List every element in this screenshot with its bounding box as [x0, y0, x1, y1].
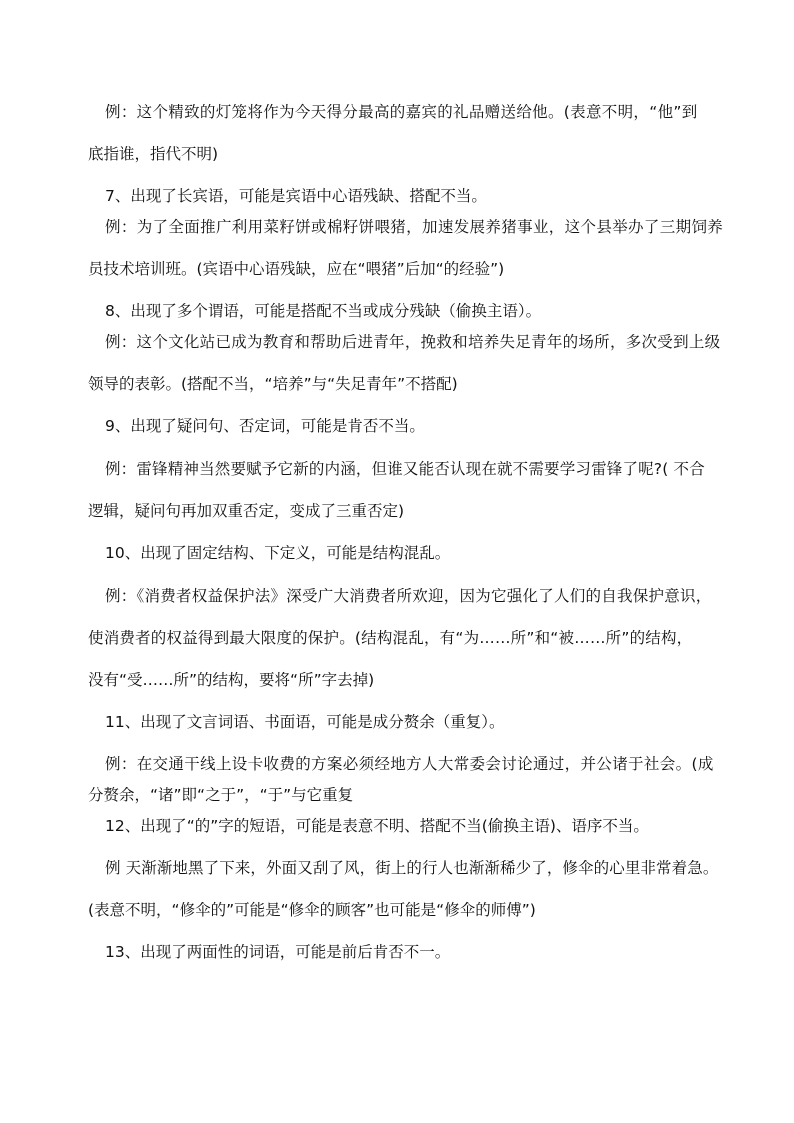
example-9-line-2: 逻辑，疑问句再加双重否定，变成了三重否定)	[88, 502, 405, 520]
example-10-line-1: 例：《消费者权益保护法》深受广大消费者所欢迎，因为它强化了人们的自我保护意识，	[105, 587, 712, 605]
example-line-1: 例：这个精致的灯笼将作为今天得分最高的嘉宾的礼品赠送给他。(表意不明，“他”到	[105, 103, 698, 121]
rule-8-heading: 8、出现了多个谓语，可能是搭配不当或成分残缺（偷换主语）。	[105, 302, 542, 320]
example-11-line-2: 分赘余，“诸”即“之于”，“于”与它重复	[88, 786, 354, 804]
example-line-2: 底指谁，指代不明)	[88, 145, 219, 163]
rule-12-heading: 12、出现了“的”字的短语，可能是表意不明、搭配不当(偷换主语)、语序不当。	[105, 817, 649, 835]
example-7-line-1: 例：为了全面推广利用菜籽饼或棉籽饼喂猪，加速发展养猪事业，这个县举办了三期饲养	[105, 218, 724, 236]
rule-11-heading: 11、出现了文言词语、书面语，可能是成分赘余（重复）。	[105, 713, 505, 731]
example-8-line-2: 领导的表彰。(搭配不当，“培养”与“失足青年”不搭配)	[88, 375, 458, 393]
rule-7-heading: 7、出现了长宾语，可能是宾语中心语残缺、搭配不当。	[105, 187, 487, 205]
rule-13-heading: 13、出现了两面性的词语，可能是前后肯否不一。	[105, 943, 451, 961]
example-11-line-1: 例：在交通干线上设卡收费的方案必须经地方人大常委会讨论通过，并公诸于社会。(成	[105, 755, 714, 773]
example-12-line-2: (表意不明，“修伞的”可能是“修伞的顾客”也可能是“修伞的师傅”)	[88, 901, 536, 919]
example-8-line-1: 例：这个文化站已成为教育和帮助后进青年，挽救和培养失足青年的场所，多次受到上级	[105, 333, 721, 351]
example-7-line-2: 员技术培训班。(宾语中心语残缺，应在“喂猪”后加“的经验”)	[88, 260, 505, 278]
rule-9-heading: 9、出现了疑问句、否定词，可能是肯否不当。	[105, 417, 425, 435]
example-10-line-2: 使消费者的权益得到最大限度的保护。(结构混乱，有“为……所”和“被……所”的结构，	[88, 629, 693, 647]
example-12-line-1: 例 天渐渐地黑了下来，外面又刮了风，街上的行人也渐渐稀少了，修伞的心里非常着急。	[105, 859, 719, 877]
rule-10-heading: 10、出现了固定结构、下定义，可能是结构混乱。	[105, 544, 451, 562]
example-10-line-3: 没有“受……所”的结构，要将“所”字去掉)	[88, 671, 375, 689]
example-9-line-1: 例：雷锋精神当然要赋予它新的内涵，但谁又能否认现在就不需要学习雷锋了呢?( 不合	[105, 460, 705, 478]
